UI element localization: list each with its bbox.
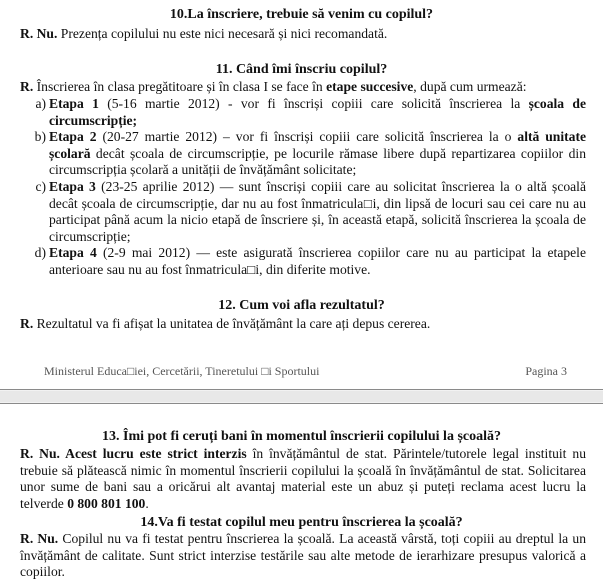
- footer-page-number: Pagina 3: [525, 364, 567, 378]
- stage-text: [49, 245, 586, 279]
- intro-text: Înscrierea în clasa pregătitoare și în clasa I se face în: [33, 79, 327, 94]
- question-13-title: 13. Îmi pot fi ceruți bani în momentul înscrierii copilului la școală?: [102, 429, 501, 444]
- stage-label: b): [34, 129, 46, 144]
- answer-end: .: [145, 495, 149, 511]
- hotline-number: 0 800 801 100: [67, 495, 146, 511]
- stage-description: — este asigurată înscrierea copiilor care nu au participat la etapele anterioare sau nu au fost înmatricula□i, din diferite motive.: [49, 245, 586, 277]
- question-13-answer: [20, 446, 586, 512]
- intro-bold: etape succesive: [326, 79, 414, 94]
- footer-ministry: Ministerul Educa□iei, Cercetării, Tineretului □i Sportului: [44, 364, 320, 378]
- question-12-answer: [20, 316, 430, 333]
- stage-item-b: [0, 129, 586, 179]
- answer-text: Copilul nu va fi testat pentru înscrierea la școală. La această vârstă, toți copiii au dreptul la un învățământ de calitate. Sunt strict interzise testările sau alte metode de ierarhizare presupus valorică a copiilor.: [20, 531, 587, 579]
- answer-prefix: R. Nu.: [20, 446, 60, 461]
- page-footer: [44, 364, 567, 379]
- stage-emphasis: școala de circumscripție;: [49, 96, 587, 128]
- question-10-title: 10.La înscriere, trebuie să venim cu copilul?: [169, 7, 434, 22]
- question-12-title: 12. Cum voi afla rezultatul?: [218, 298, 385, 313]
- stage-label: d): [34, 245, 46, 260]
- stage-text: [49, 96, 586, 129]
- stage-name: Etapa 3: [49, 179, 96, 194]
- stage-emphasis: altă unitate școlară: [49, 129, 587, 161]
- stage-dates: (5-16 martie 2012): [98, 96, 220, 111]
- stage-item-c: [0, 179, 586, 245]
- question-10-answer: [20, 26, 387, 43]
- question-11-title: 11. Când îmi înscriu copilul?: [215, 62, 388, 77]
- stage-item-a: [0, 96, 586, 129]
- stage-description: — sunt înscriși copiii care au solicitat înscrierea la o altă școală decât școala de circumscripție, dar nu au fost înmatricula□i, din lipsă de locuri sau cei care nu au participat până acum la nicio etapă de înscriere și, în această etapă, solicită înscrierea la școala de circumscripție;: [49, 179, 586, 244]
- stage-name: Etapa 2: [49, 129, 97, 144]
- stage-item-d: [0, 245, 586, 279]
- answer-text: în învățământul de stat. Părintele/tutorele legal instituit nu trebuie să plătească nimic în momentul înscrierii copilului la școală în învățământul de stat. Solicitarea unor sume de bani sau a oricărui alt avantaj material este un abuz și puteți reclama acest lucru la telverde: [20, 446, 586, 511]
- intro-prefix: R.: [20, 79, 34, 94]
- stage-tail: decât școala de circumscripție, pe locurile rămase libere după repartizarea copiilor din circumscripția școlară a unității de învățământ solicitate;: [49, 145, 586, 177]
- stage-label: a): [35, 96, 46, 111]
- stage-description: - vor fi înscriși copiii care solicită înscrierea la: [219, 96, 529, 111]
- stage-dates: (23-25 aprilie 2012): [95, 179, 215, 194]
- page-separator: [0, 391, 603, 402]
- answer-prefix: R. Nu.: [20, 26, 58, 41]
- enrollment-stages-list: [0, 96, 586, 279]
- question-14-answer: [20, 531, 586, 581]
- stage-name: Etapa 4: [49, 245, 97, 260]
- answer-text: Rezultatul va fi afișat la unitatea de învățământ la care ați depus cererea.: [33, 316, 431, 331]
- stage-description: – vor fi înscriși copiii care solicită înscrierea la o: [217, 129, 518, 144]
- stage-text: [49, 179, 586, 245]
- stage-dates: (2-9 mai 2012): [96, 245, 191, 260]
- stage-dates: (20-27 martie 2012): [96, 129, 218, 144]
- document-page-4: [0, 403, 603, 581]
- intro-suffix: , după cum urmează:: [413, 79, 527, 94]
- stage-label: c): [35, 179, 46, 194]
- question-14-title: 14.Va fi testat copilul meu pentru înscrierea la școală?: [140, 515, 463, 530]
- answer-prefix: R.: [20, 316, 34, 331]
- answer-text: Prezența copilului nu este nici necesară și nici recomandată.: [57, 26, 388, 41]
- answer-emphasis: Acest lucru este strict interzis: [59, 446, 247, 461]
- stage-text: [49, 129, 586, 179]
- question-11-intro: [20, 79, 527, 96]
- answer-prefix: R. Nu.: [20, 531, 59, 546]
- stage-name: Etapa 1: [49, 96, 99, 111]
